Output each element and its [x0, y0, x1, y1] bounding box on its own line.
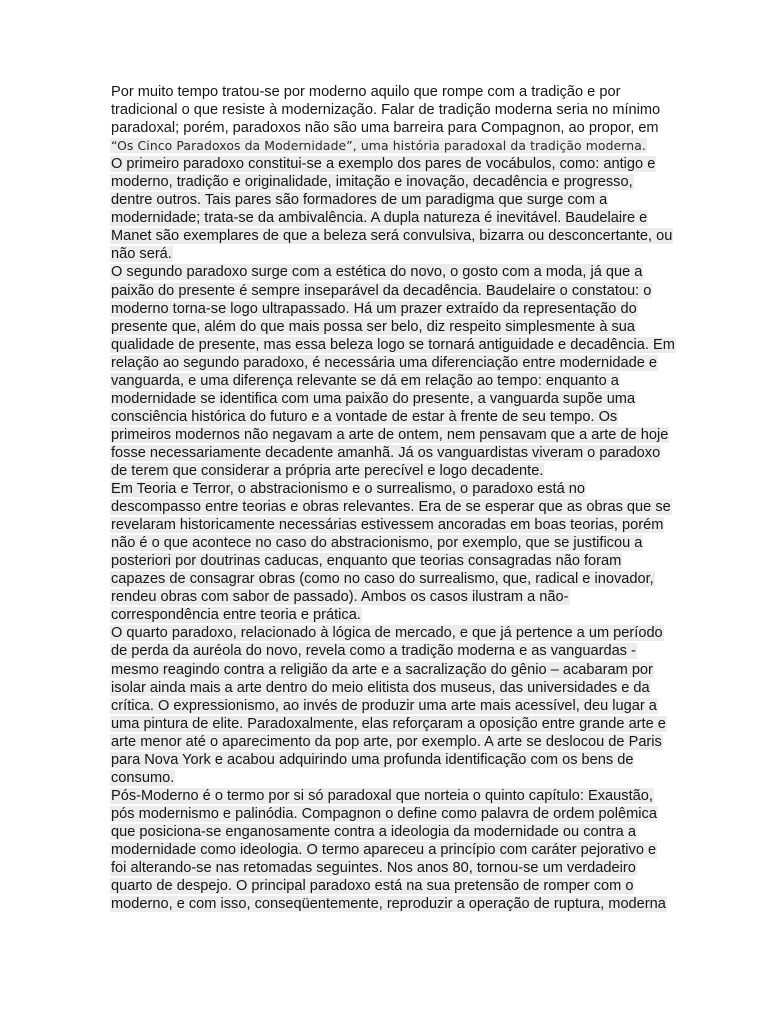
text-line: não será.	[111, 246, 172, 263]
text-line: posteriori por doutrinas caducas, enquanto que teorias consagradas não foram	[111, 553, 622, 570]
text-line: primeiros modernos não negavam a arte de ontem, nem pensavam que a arte de hoje	[111, 426, 669, 443]
text-line: capazes de consagrar obras (como no caso do surrealismo, que, radical e inovador,	[111, 571, 654, 588]
text-line: correspondência entre teoria e prática.	[111, 607, 361, 624]
text-line: qualidade de presente, mas essa beleza logo se tornará antiguidade e decadência. Em	[111, 336, 675, 353]
text-line: para Nova York e acabou adquirindo uma profunda identificação com os bens de	[111, 751, 634, 768]
text-line: consumo.	[111, 769, 175, 786]
text-line: paixão do presente é sempre inseparável da decadência. Baudelaire o constatou: o	[111, 282, 652, 299]
text-line: isolar ainda mais a arte dentro do meio elitista dos museus, das universidades e da	[111, 679, 650, 696]
text-line: uma pintura de elite. Paradoxalmente, elas reforçaram a oposição entre grande arte e	[111, 715, 666, 732]
text-line: revelaram historicamente necessárias estivessem ancoradas em boas teorias, porém	[111, 517, 664, 534]
text-line: modernidade se identifica com uma paixão do presente, a vanguarda supõe uma	[111, 390, 636, 407]
text-line: rendeu obras com sabor de passado). Ambos os casos ilustram a não-	[111, 589, 569, 606]
text-line: modernidade; trata-se da ambivalência. A dupla natureza é inevitável. Baudelaire e	[111, 210, 648, 227]
text-line: Pós-Moderno é o termo por si só paradoxal que norteia o quinto capítulo: Exaustão,	[111, 787, 653, 804]
text-line: O quarto paradoxo, relacionado à lógica de mercado, e que já pertence a um período	[111, 625, 663, 642]
text-line: O primeiro paradoxo constitui-se a exemplo dos pares de vocábulos, como: antigo e	[111, 156, 656, 173]
text-line: foi alterando-se nas retomadas seguintes. Nos anos 80, tornou-se um verdadeiro	[111, 860, 636, 877]
text-line: fosse necessariamente decadente amanhã. Já os vanguardistas viveram o paradoxo	[111, 444, 661, 461]
text-line: Por muito tempo tratou-se por moderno aquilo que rompe com a tradição e por	[111, 84, 621, 100]
text-line: moderno, tradição e originalidade, imitação e inovação, decadência e progresso,	[111, 174, 633, 191]
text-line: descompasso entre teorias e obras relevantes. Era de se esperar que as obras que se	[111, 499, 671, 516]
text-line: que posiciona-se enganosamente contra a ideologia da modernidade ou contra a	[111, 823, 636, 840]
document-body-text	[110, 83, 675, 913]
text-line: crítica. O expressionismo, ao invés de produzir uma arte mais acessível, deu lugar a	[111, 697, 657, 714]
text-line: relação ao segundo paradoxo, é necessária uma diferenciação entre modernidade e	[111, 354, 658, 371]
text-line: modernidade como ideologia. O termo apareceu a princípio com caráter pejorativo e	[111, 841, 657, 858]
text-line: moderno, e com isso, conseqüentemente, reproduzir a operação de ruptura, moderna	[111, 896, 666, 913]
text-line: arte menor até o aparecimento da pop arte, por exemplo. A arte se deslocou de Paris	[111, 733, 662, 750]
text-line: dentre outros. Tais pares são formadores de um paradigma que surge com a	[111, 192, 608, 209]
text-line: presente que, além do que mais possa ser belo, diz respeito simplesmente à sua	[111, 318, 636, 335]
text-line: O segundo paradoxo surge com a estética do novo, o gosto com a moda, já que a	[111, 264, 643, 281]
text-line: tradicional o que resiste à modernização. Falar de tradição moderna seria no mínimo	[111, 102, 661, 119]
text-line: consciência histórica do futuro e a vontade de estar à frente de seu tempo. Os	[111, 408, 618, 425]
text-line: Manet são exemplares de que a beleza será convulsiva, bizarra ou desconcertante, ou	[111, 228, 673, 245]
text-line: pós modernismo e palinódia. Compagnon o define como palavra de ordem polêmica	[111, 805, 657, 822]
text-line: de perda da auréola do novo, revela como a tradição moderna e as vanguardas -	[111, 643, 636, 660]
text-line: vanguarda, e uma diferença relevante se dá em relação ao tempo: enquanto a	[111, 372, 619, 389]
text-line: não é o que acontece no caso do abstracionismo, por exemplo, que se justificou a	[111, 535, 643, 552]
text-line: quarto de despejo. O principal paradoxo está na sua pretensão de romper com o	[111, 878, 634, 895]
text-line: moderno torna-se logo ultrapassado. Há um prazer extraído da representação do	[111, 300, 637, 317]
text-line: paradoxal; porém, paradoxos não são uma barreira para Compagnon, ao propor, em	[111, 120, 659, 137]
text-line: “Os Cinco Paradoxos da Modernidade”, uma história paradoxal da tradição moderna.	[111, 138, 646, 154]
text-line: mesmo reagindo contra a religião da arte e a sacralização do gênio – acabaram por	[111, 661, 653, 678]
text-line: de terem que considerar a própria arte perecível e logo decadente.	[111, 462, 544, 479]
text-line: Em Teoria e Terror, o abstracionismo e o surrealismo, o paradoxo está no	[111, 481, 585, 498]
